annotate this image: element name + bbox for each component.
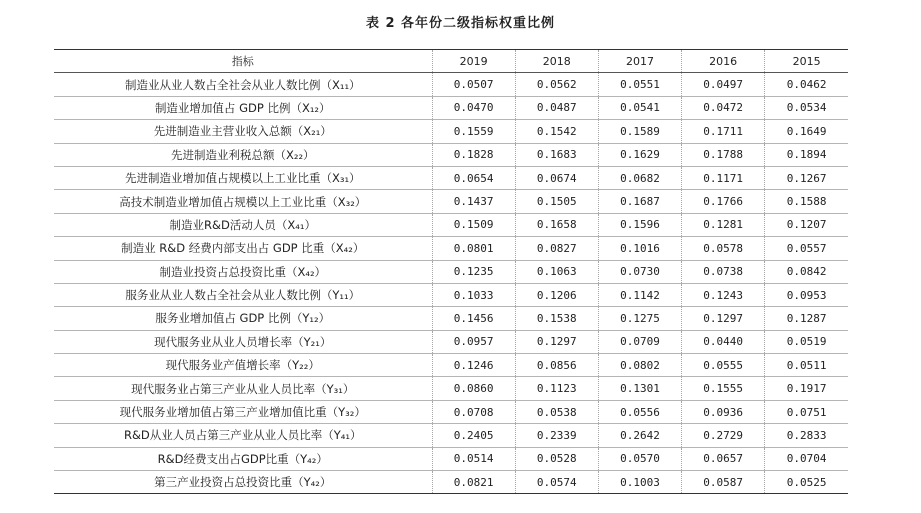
indicator-cell: 制造业 R&D 经费内部支出占 GDP 比重（X₄₂） [54, 237, 432, 260]
value-cell: 0.0462 [765, 73, 848, 96]
value-cell: 0.1033 [432, 283, 515, 306]
value-cell: 0.0856 [515, 354, 598, 377]
value-cell: 0.0860 [432, 377, 515, 400]
value-cell: 0.0511 [765, 354, 848, 377]
value-cell: 0.0708 [432, 400, 515, 423]
header-year: 2017 [598, 50, 681, 73]
table-row [54, 237, 848, 260]
value-cell: 0.0953 [765, 283, 848, 306]
value-cell: 0.1301 [598, 377, 681, 400]
value-cell: 0.1206 [515, 283, 598, 306]
value-cell: 0.1788 [682, 143, 765, 166]
value-cell: 0.1687 [598, 190, 681, 213]
value-cell: 0.0470 [432, 96, 515, 119]
value-cell: 0.0738 [682, 260, 765, 283]
value-cell: 0.0827 [515, 237, 598, 260]
value-cell: 0.0682 [598, 166, 681, 189]
value-cell: 0.0802 [598, 354, 681, 377]
header-year: 2015 [765, 50, 848, 73]
header-year: 2016 [682, 50, 765, 73]
value-cell: 0.0821 [432, 471, 515, 494]
value-cell: 0.1297 [515, 330, 598, 353]
value-cell: 0.1658 [515, 213, 598, 236]
value-cell: 0.1542 [515, 120, 598, 143]
value-cell: 0.1016 [598, 237, 681, 260]
header-row [54, 50, 848, 73]
indicator-cell: 高技术制造业增加值占规模以上工业比重（X₃₂） [54, 190, 432, 213]
value-cell: 0.1063 [515, 260, 598, 283]
value-cell: 0.0538 [515, 400, 598, 423]
table-row [54, 283, 848, 306]
indicator-cell: 制造业投资占总投资比重（X₄₂） [54, 260, 432, 283]
value-cell: 0.0936 [682, 400, 765, 423]
indicator-cell: 服务业从业人数占全社会从业人数比例（Y₁₁） [54, 283, 432, 306]
value-cell: 0.1235 [432, 260, 515, 283]
table-row [54, 96, 848, 119]
value-cell: 0.1281 [682, 213, 765, 236]
indicator-cell: 先进制造业主营业收入总额（X₂₁） [54, 120, 432, 143]
value-cell: 0.0525 [765, 471, 848, 494]
table-row [54, 190, 848, 213]
value-cell: 0.1123 [515, 377, 598, 400]
value-cell: 0.0519 [765, 330, 848, 353]
value-cell: 0.1207 [765, 213, 848, 236]
value-cell: 0.1003 [598, 471, 681, 494]
value-cell: 0.1596 [598, 213, 681, 236]
value-cell: 0.1894 [765, 143, 848, 166]
value-cell: 0.1683 [515, 143, 598, 166]
table-row [54, 143, 848, 166]
value-cell: 0.1297 [682, 307, 765, 330]
value-cell: 0.0440 [682, 330, 765, 353]
value-cell: 0.1828 [432, 143, 515, 166]
value-cell: 0.0562 [515, 73, 598, 96]
indicator-cell: 先进制造业增加值占规模以上工业比重（X₃₁） [54, 166, 432, 189]
value-cell: 0.1456 [432, 307, 515, 330]
table-row [54, 166, 848, 189]
value-cell: 0.0551 [598, 73, 681, 96]
value-cell: 0.1555 [682, 377, 765, 400]
value-cell: 0.0657 [682, 447, 765, 470]
value-cell: 0.1142 [598, 283, 681, 306]
value-cell: 0.0574 [515, 471, 598, 494]
value-cell: 0.1711 [682, 120, 765, 143]
value-cell: 0.0957 [432, 330, 515, 353]
value-cell: 0.0555 [682, 354, 765, 377]
value-cell: 0.0497 [682, 73, 765, 96]
value-cell: 0.0674 [515, 166, 598, 189]
header-year: 2019 [432, 50, 515, 73]
value-cell: 0.1509 [432, 213, 515, 236]
indicator-cell: 第三产业投资占总投资比重（Y₄₂） [54, 471, 432, 494]
value-cell: 0.0801 [432, 237, 515, 260]
value-cell: 0.2833 [765, 424, 848, 447]
value-cell: 0.1917 [765, 377, 848, 400]
value-cell: 0.1505 [515, 190, 598, 213]
table-row [54, 377, 848, 400]
indicator-cell: 制造业从业人数占全社会从业人数比例（X₁₁） [54, 73, 432, 96]
indicator-cell: R&D经费支出占GDP比重（Y₄₂） [54, 447, 432, 470]
value-cell: 0.2339 [515, 424, 598, 447]
table-row [54, 307, 848, 330]
indicator-cell: 制造业增加值占 GDP 比例（X₁₂） [54, 96, 432, 119]
table-row [54, 73, 848, 96]
value-cell: 0.0730 [598, 260, 681, 283]
table-caption: 表 2 各年份二级指标权重比例 [365, 16, 556, 31]
table-row [54, 213, 848, 236]
value-cell: 0.1649 [765, 120, 848, 143]
value-cell: 0.1267 [765, 166, 848, 189]
value-cell: 0.2642 [598, 424, 681, 447]
table-row [54, 424, 848, 447]
indicator-cell: 现代服务业占第三产业从业人员比率（Y₃₁） [54, 377, 432, 400]
value-cell: 0.0654 [432, 166, 515, 189]
value-cell: 0.0842 [765, 260, 848, 283]
value-cell: 0.1589 [598, 120, 681, 143]
value-cell: 0.1766 [682, 190, 765, 213]
value-cell: 0.0709 [598, 330, 681, 353]
value-cell: 0.1243 [682, 283, 765, 306]
indicator-cell: 服务业增加值占 GDP 比例（Y₁₂） [54, 307, 432, 330]
value-cell: 0.0557 [765, 237, 848, 260]
value-cell: 0.1437 [432, 190, 515, 213]
value-cell: 0.0556 [598, 400, 681, 423]
value-cell: 0.0751 [765, 400, 848, 423]
value-cell: 0.1538 [515, 307, 598, 330]
table-body [54, 73, 848, 494]
table-row [54, 260, 848, 283]
value-cell: 0.0587 [682, 471, 765, 494]
value-cell: 0.0570 [598, 447, 681, 470]
value-cell: 0.1588 [765, 190, 848, 213]
indicator-cell: 现代服务业增加值占第三产业增加值比重（Y₃₂） [54, 400, 432, 423]
header-indicator: 指标 [54, 50, 432, 73]
header-year: 2018 [515, 50, 598, 73]
weight-table [54, 49, 848, 494]
value-cell: 0.0472 [682, 96, 765, 119]
indicator-cell: 先进制造业利税总额（X₂₂） [54, 143, 432, 166]
value-cell: 0.1275 [598, 307, 681, 330]
value-cell: 0.0507 [432, 73, 515, 96]
value-cell: 0.1559 [432, 120, 515, 143]
value-cell: 0.1246 [432, 354, 515, 377]
value-cell: 0.2405 [432, 424, 515, 447]
indicator-cell: 现代服务业产值增长率（Y₂₂） [54, 354, 432, 377]
indicator-cell: 现代服务业从业人员增长率（Y₂₁） [54, 330, 432, 353]
value-cell: 0.0528 [515, 447, 598, 470]
table-row [54, 447, 848, 470]
value-cell: 0.1287 [765, 307, 848, 330]
table-row [54, 120, 848, 143]
table-row [54, 330, 848, 353]
value-cell: 0.0578 [682, 237, 765, 260]
value-cell: 0.0487 [515, 96, 598, 119]
value-cell: 0.1629 [598, 143, 681, 166]
table-row [54, 354, 848, 377]
table-row [54, 471, 848, 494]
value-cell: 0.1171 [682, 166, 765, 189]
indicator-cell: 制造业R&D活动人员（X₄₁） [54, 213, 432, 236]
indicator-cell: R&D从业人员占第三产业从业人员比率（Y₄₁） [54, 424, 432, 447]
value-cell: 0.0534 [765, 96, 848, 119]
value-cell: 0.2729 [682, 424, 765, 447]
value-cell: 0.0541 [598, 96, 681, 119]
table-row [54, 400, 848, 423]
value-cell: 0.0704 [765, 447, 848, 470]
value-cell: 0.0514 [432, 447, 515, 470]
